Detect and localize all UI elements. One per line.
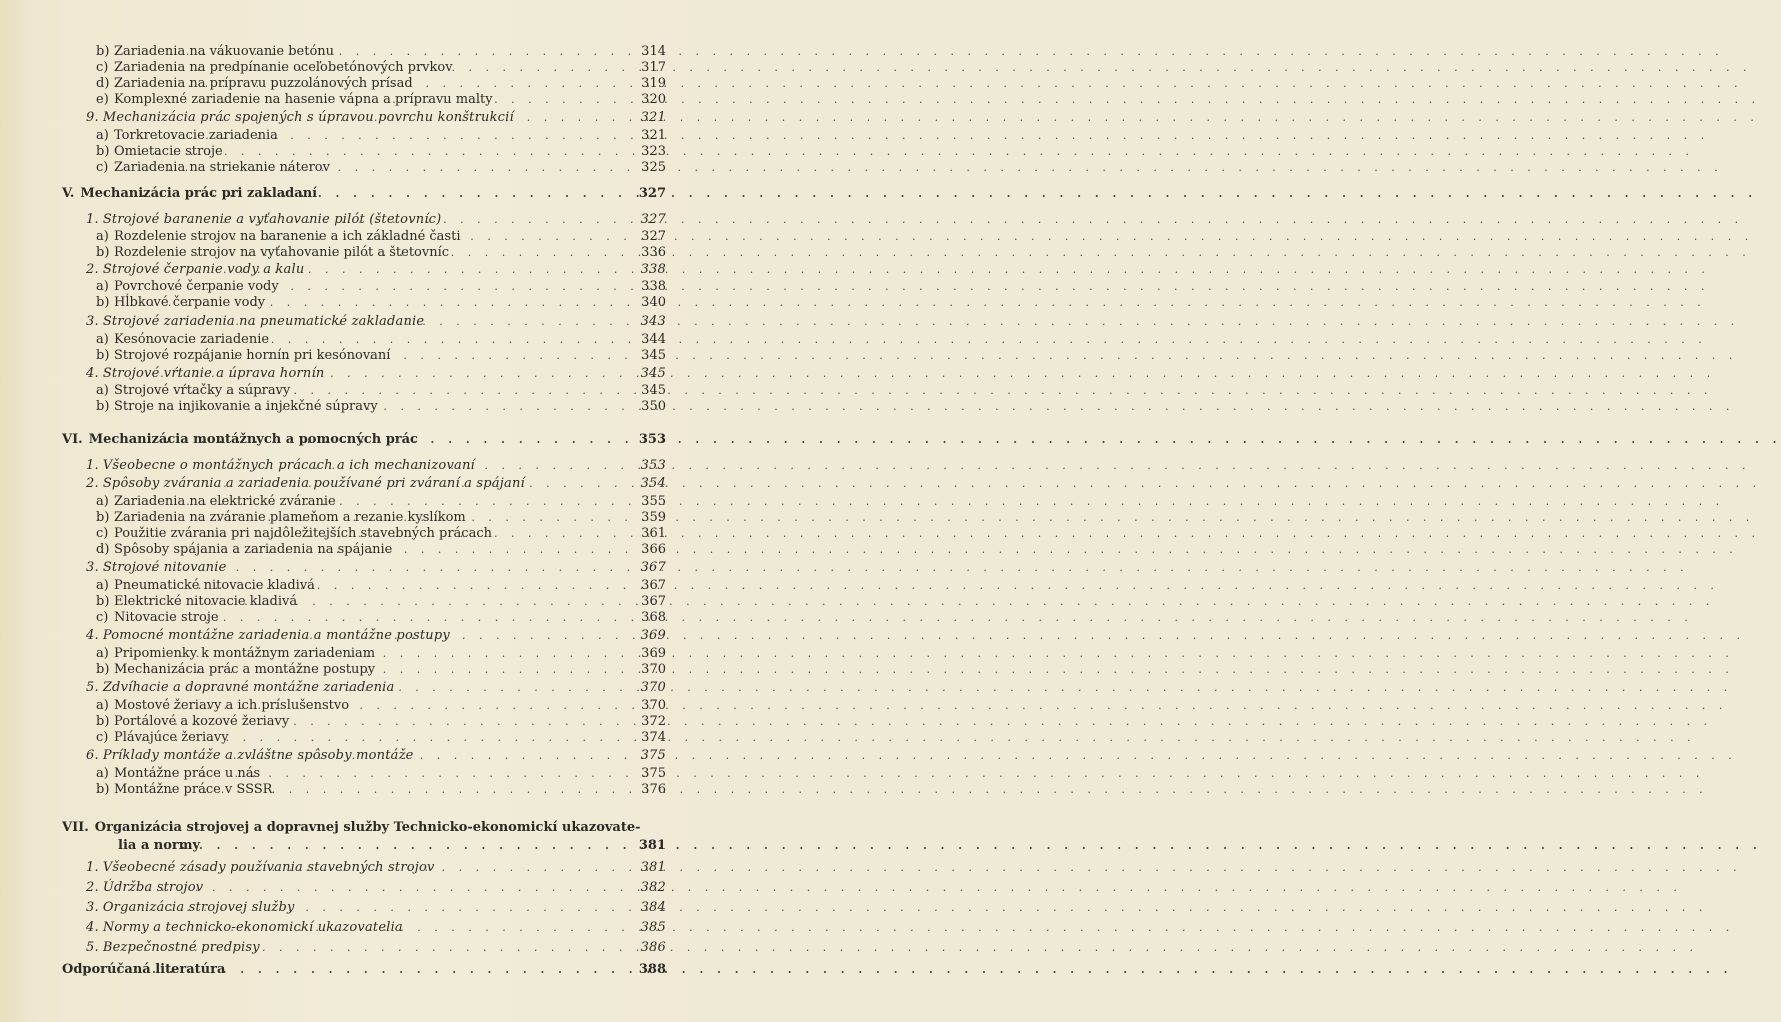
dot-leader [206,476,618,491]
toc-section[interactable] [0,900,750,915]
toc-page-number: 374 [641,730,666,745]
toc-page-number: 386 [640,940,666,955]
toc-section[interactable] [0,262,750,277]
dot-leader [190,628,618,643]
toc-entry-label [86,900,295,915]
toc-page-number: 372 [641,714,666,729]
toc-entry-number: a) [96,578,109,593]
toc-entry-number: b) [96,44,110,59]
dot-leader [187,860,618,875]
toc-entry-number: 2. [86,262,99,277]
toc-entry-title: Portálové a kozové žeriavy [114,714,290,729]
toc-entry-title: Strojové vŕtačky a súpravy [114,383,291,398]
toc-chapter[interactable] [0,186,750,201]
toc-entry-title: Strojové vŕtanie a úprava hornín [102,366,325,381]
toc-page-number: 388 [638,962,666,977]
toc-entry-title: Omietacie stroje [114,144,223,159]
table-of-contents [0,0,750,1022]
dot-leader [153,782,618,797]
toc-entry-title: Plávajúce žeriavy [114,730,229,745]
toc-entry-label [96,782,273,797]
dot-leader [155,262,618,277]
dot-leader [169,44,618,59]
toc-page-number: 368 [641,610,666,625]
toc-page-number: 369 [641,646,666,661]
dot-leader [205,92,618,107]
toc-subsection[interactable] [0,714,750,729]
toc-subsection[interactable] [0,76,750,91]
toc-page-number: 355 [641,494,666,509]
toc-entry-number: 4. [86,628,99,643]
toc-entry-label [86,628,450,643]
toc-entry-label [96,44,335,59]
toc-entry-title: lia a normy [118,838,201,853]
dot-leader [179,399,618,414]
toc-page-number: 338 [640,262,666,277]
toc-entry-label [96,332,270,347]
toc-section[interactable] [0,560,750,575]
toc-entry-number: 6. [86,748,99,763]
toc-section[interactable] [0,476,750,491]
toc-entry-number: e) [96,92,109,107]
dot-leader [179,920,618,935]
toc-entry-number: 4. [86,366,99,381]
toc-entry-label [96,698,350,713]
dot-leader [152,332,618,347]
toc-entry-number: b) [96,594,110,609]
toc-entry-title: Rozdelenie strojov na vyťahovanie pilót a štetovníc [114,245,450,260]
toc-entry-label [96,60,453,75]
toc-entry-number: c) [96,526,109,541]
toc-entry-label [86,366,325,381]
toc-entry-title: Údržba strojov [102,880,204,895]
toc-entry-number: 2. [86,880,99,895]
dot-leader [159,594,618,609]
toc-entry-title: Strojové čerpanie vody a kalu [102,262,305,277]
toc-subsection[interactable] [0,229,750,244]
toc-chapter-continuation[interactable] [0,838,750,853]
toc-page-number: 375 [640,748,666,763]
dot-leader [196,245,618,260]
toc-subsection[interactable] [0,383,750,398]
toc-entry-number: a) [96,646,109,661]
toc-section[interactable] [0,860,750,875]
toc-entry-label [118,838,201,853]
toc-subsection[interactable] [0,279,750,294]
toc-entry-number: 9. [86,110,99,125]
dot-leader [154,128,618,143]
toc-subsection[interactable] [0,348,750,363]
toc-subsection[interactable] [0,578,750,593]
toc-entry-title: Strojové nitovanie [102,560,227,575]
toc-page-number: 359 [641,510,666,525]
dot-leader [177,680,618,695]
toc-entry-number: b) [96,348,110,363]
toc-entry-title: Pomocné montážne zariadenia a montážne postupy [102,628,450,643]
toc-subsection[interactable] [0,44,750,59]
toc-entry-label [86,748,414,763]
dot-leader [139,144,618,159]
toc-page-number: 327 [641,229,666,244]
toc-entry-number: 1. [86,458,99,473]
toc-page-number: 361 [641,526,666,541]
toc-subsection[interactable] [0,494,750,509]
toc-page-number: 340 [641,295,666,310]
toc-entry-label [96,594,298,609]
toc-page-number: 317 [641,60,666,75]
toc-entry-number: a) [96,698,109,713]
toc-entry-number: c) [96,60,109,75]
dot-leader [141,730,618,745]
toc-entry-title: Rozdelenie strojov na baranenie a ich základné časti [114,229,461,244]
dot-leader [134,560,618,575]
toc-page-number: 370 [641,698,666,713]
toc-entry-label [86,940,260,955]
dot-leader [173,698,619,713]
toc-page-number: 336 [641,245,666,260]
toc-entry-title: Pripomienky k montážnym zariadeniam [114,646,376,661]
toc-entry-number: a) [96,279,109,294]
toc-page-number: 354 [640,476,666,491]
dot-leader [152,900,618,915]
toc-entry-label [62,186,318,201]
toc-page-number: 353 [640,458,666,473]
toc-page-number: 381 [638,838,666,853]
toc-entry-title: Organizácia strojovej a dopravnej služby Technicko-ekonomickí ukazovate- [94,820,641,835]
toc-subsection[interactable] [0,730,750,745]
toc-entry-title: Zariadenia na striekanie náterov [114,160,330,175]
toc-entry-title: Montážne práce u nás [114,766,261,781]
toc-entry-label [86,880,204,895]
dot-leader [188,212,618,227]
toc-subsection[interactable] [0,594,750,609]
toc-entry-title: Zariadenia na elektrické zváranie [114,494,336,509]
toc-entry-number: 3. [86,560,99,575]
toc-entry-number: 5. [86,940,99,955]
toc-page-number: 353 [638,432,666,447]
toc-entry-title: Hĺbkové čerpanie vody [114,295,266,310]
toc-entry-title: Povrchové čerpanie vody [114,279,279,294]
toc-entry-title: Mechanizácia prác a montážne postupy [114,662,376,677]
toc-subsection[interactable] [0,332,750,347]
toc-entry-title: Zariadenia na vákuovanie betónu [114,44,335,59]
toc-entry-title: Použitie zvárania pri najdôležitejších stavebných prácach [114,526,492,541]
toc-entry-title: Nitovacie stroje [114,610,219,625]
toc-entry-title: Zariadenia na predpínanie oceľobetónových prvkov [114,60,453,75]
toc-entry-label [96,766,261,781]
toc-entry-title: Montážne práce v SSSR [114,782,273,797]
dot-leader [182,348,618,363]
toc-page-number: 367 [640,560,666,575]
toc-entry-number: a) [96,332,109,347]
toc-entry-title: Stroje na injikovanie a injekčné súpravy [114,399,378,414]
toc-entry-number: b) [96,510,110,525]
dot-leader [158,383,618,398]
toc-entry-label [96,383,291,398]
toc-entry-label [96,662,376,677]
toc-section[interactable] [0,748,750,763]
toc-entry-number: c) [96,610,109,625]
toc-subsection[interactable] [0,295,750,310]
dot-leader [182,748,618,763]
toc-entry-title: Všeobecné zásady používania stavebných strojov [102,860,435,875]
toc-entry-label [86,262,305,277]
toc-page-number: 345 [641,348,666,363]
toc-subsection[interactable] [0,662,750,677]
toc-subsection[interactable] [0,60,750,75]
toc-page-number: 366 [641,542,666,557]
toc-entry-number: a) [96,494,109,509]
toc-page-number: 327 [640,212,666,227]
dot-leader [198,229,618,244]
toc-entry-title: Bezpečnostné predpisy [102,940,260,955]
toc-entry-title: Strojové baranenie a vyťahovanie pilót (štetovníc) [102,212,442,227]
toc-entry-label [96,348,391,363]
toc-subsection[interactable] [0,245,750,260]
toc-section[interactable] [0,920,750,935]
toc-entry-title: Mechanizácia montážnych a pomocných prác [88,432,418,447]
toc-entry-label [96,295,266,310]
toc-section[interactable] [0,628,750,643]
toc-page-number: 319 [641,76,666,91]
toc-page-number: 367 [641,578,666,593]
toc-page-number: 376 [641,782,666,797]
toc-subsection[interactable] [0,510,750,525]
toc-entry-label [86,458,475,473]
toc-subsection[interactable] [0,92,750,107]
dot-leader [160,366,618,381]
toc-section[interactable] [0,366,750,381]
toc-page-number: 369 [640,628,666,643]
toc-subsection[interactable] [0,399,750,414]
toc-entry-title: Strojové zariadenia na pneumatické zakladanie [102,314,425,329]
toc-page-number: 367 [641,594,666,609]
toc-page-number: 382 [640,880,666,895]
toc-entry-label [62,432,418,447]
toc-entry-title: Torkretovacie zariadenia [114,128,278,143]
toc-page-number: 375 [641,766,666,781]
toc-entry-label [86,560,227,575]
toc-entry-title: Mechanizácia prác pri zakladaní [80,186,318,201]
toc-page-number: 325 [641,160,666,175]
toc-entry-number: 3. [86,314,99,329]
toc-entry-number: b) [96,245,110,260]
toc-entry-number: b) [96,295,110,310]
toc-section[interactable] [0,458,750,473]
toc-entry-number: 2. [86,476,99,491]
toc-entry-label [96,730,229,745]
toc-entry-title: Normy a technicko-ekonomickí ukazovatelia [102,920,403,935]
toc-entry-label [96,578,315,593]
toc-entry-title: Strojové rozpájanie hornín pri kesónovaní [114,348,391,363]
toc-entry-number: d) [96,76,110,91]
toc-entry-number: V. [62,186,75,201]
dot-leader [138,610,618,625]
toc-subsection[interactable] [0,610,750,625]
toc-entry-label [96,92,493,107]
dot-leader [166,432,618,447]
dot-leader [197,60,618,75]
toc-entry-number: c) [96,730,109,745]
toc-page-number: 338 [641,279,666,294]
dot-leader [164,578,618,593]
toc-entry-label [96,714,290,729]
toc-entry-title: Odporúčaná literatúra [62,962,226,977]
toc-chapter[interactable] [0,432,750,447]
toc-entry-title: Mechanizácia prác spojených s úpravou povrchu konštrukcií [102,110,514,125]
dot-leader [157,714,618,729]
dot-leader [196,458,618,473]
toc-entry-title: Komplexné zariadenie na hasenie vápna a prípravu malty [114,92,493,107]
toc-entry-title: Organizácia strojovej služby [102,900,295,915]
toc-entry-label [86,920,403,935]
toc-subsection[interactable] [0,646,750,661]
toc-subsection[interactable] [0,766,750,781]
toc-entry-number: d) [96,542,110,557]
toc-subsection[interactable] [0,144,750,159]
toc-subsection[interactable] [0,782,750,797]
toc-entry-label [96,245,450,260]
toc-entry-label [86,212,442,227]
toc-entry-label [96,160,330,175]
toc-entry-number: b) [96,714,110,729]
toc-entry-number: VI. [62,432,83,447]
toc-entry-number: 1. [86,212,99,227]
dot-leader [188,76,618,91]
dot-leader [205,526,618,541]
toc-subsection[interactable] [0,128,750,143]
toc-page-number: 345 [640,366,666,381]
toc-section[interactable] [0,110,750,125]
toc-bibliography[interactable] [0,962,750,977]
toc-entry-number: b) [96,782,110,797]
toc-entry-label [96,526,492,541]
toc-entry-number: a) [96,128,109,143]
toc-entry-label [96,76,413,91]
dot-leader [117,962,618,977]
toc-entry-label [96,144,223,159]
toc-subsection[interactable] [0,698,750,713]
toc-entry-number: a) [96,383,109,398]
toc-entry-number: a) [96,766,109,781]
toc-page-number: 350 [641,399,666,414]
toc-page-number: 344 [641,332,666,347]
dot-leader [183,542,618,557]
toc-page-number: 320 [641,92,666,107]
toc-entry-title: Spôsoby spájania a zariadenia na spájanie [114,542,393,557]
toc-entry-label [86,314,425,329]
toc-entry-label [96,542,393,557]
dot-leader [149,766,618,781]
toc-entry-label [86,680,395,695]
toc-page-number: 385 [640,920,666,935]
dot-leader [146,838,618,853]
toc-page-number: 327 [638,186,666,201]
toc-entry-number: b) [96,662,110,677]
toc-entry-title: Zariadenia na prípravu puzzolánových prísad [114,76,413,91]
toc-section[interactable] [0,680,750,695]
toc-page-number: 370 [640,680,666,695]
toc-entry-number: 5. [86,680,99,695]
toc-entry-title: Zariadenia na zváranie plameňom a rezanie kyslíkom [114,510,466,525]
toc-entry-label [96,128,278,143]
toc-page-number: 370 [641,662,666,677]
toc-entry-label [86,110,514,125]
toc-entry-title: Zdvíhacie a dopravné montážne zariadenia [102,680,395,695]
toc-page-number: 323 [641,144,666,159]
toc-entry-label [96,646,376,661]
dot-leader [184,314,618,329]
dot-leader [168,160,618,175]
toc-entry-number: 3. [86,900,99,915]
toc-page-number: 321 [641,128,666,143]
dot-leader [200,510,618,525]
toc-entry-number: 4. [86,920,99,935]
toc-entry-title: Príklady montáže a zvláštne spôsoby montáže [102,748,414,763]
toc-entry-label [96,510,466,525]
toc-page-number: 381 [640,860,666,875]
toc-entry-title: Elektrické nitovacie kladivá [114,594,298,609]
dot-leader [179,662,618,677]
toc-entry-label [86,860,435,875]
toc-subsection[interactable] [0,542,750,557]
toc-entry-label [62,820,641,835]
dot-leader [154,279,618,294]
toc-section[interactable] [0,940,750,955]
toc-page-number: 314 [641,44,666,59]
dot-leader [169,494,618,509]
toc-entry-title: Všeobecne o montážnych prácach a ich mechanizovaní [102,458,475,473]
toc-entry-number: 1. [86,860,99,875]
toc-entry-label [86,476,525,491]
toc-subsection[interactable] [0,160,750,175]
toc-subsection[interactable] [0,526,750,541]
toc-entry-label [62,962,226,977]
toc-entry-title: Mostové žeriavy a ich príslušenstvo [114,698,350,713]
toc-entry-label [96,610,219,625]
toc-entry-number: b) [96,144,110,159]
toc-entry-label [96,399,378,414]
toc-entry-number: b) [96,399,110,414]
toc-page-number: 345 [641,383,666,398]
toc-section[interactable] [0,212,750,227]
dot-leader [204,110,618,125]
dot-leader [143,940,618,955]
toc-entry-label [96,279,279,294]
toc-entry-label [96,494,336,509]
toc-section[interactable] [0,880,750,895]
toc-entry-number: c) [96,160,109,175]
toc-entry-number: a) [96,229,109,244]
toc-page-number: 321 [640,110,666,125]
dot-leader [179,646,618,661]
toc-entry-number: VII. [62,820,89,835]
dot-leader [141,186,618,201]
toc-page-number: 343 [640,314,666,329]
toc-entry-label [96,229,461,244]
toc-entry-title: Pneumatické nitovacie kladivá [114,578,315,593]
toc-page-number: 384 [640,900,666,915]
toc-section[interactable] [0,314,750,329]
dot-leader [127,880,618,895]
toc-entry-title: Spôsoby zvárania a zariadenia používané pri zváraní a spájaní [102,476,525,491]
dot-leader [151,295,618,310]
toc-chapter[interactable] [0,820,750,835]
toc-entry-title: Kesónovacie zariadenie [114,332,270,347]
